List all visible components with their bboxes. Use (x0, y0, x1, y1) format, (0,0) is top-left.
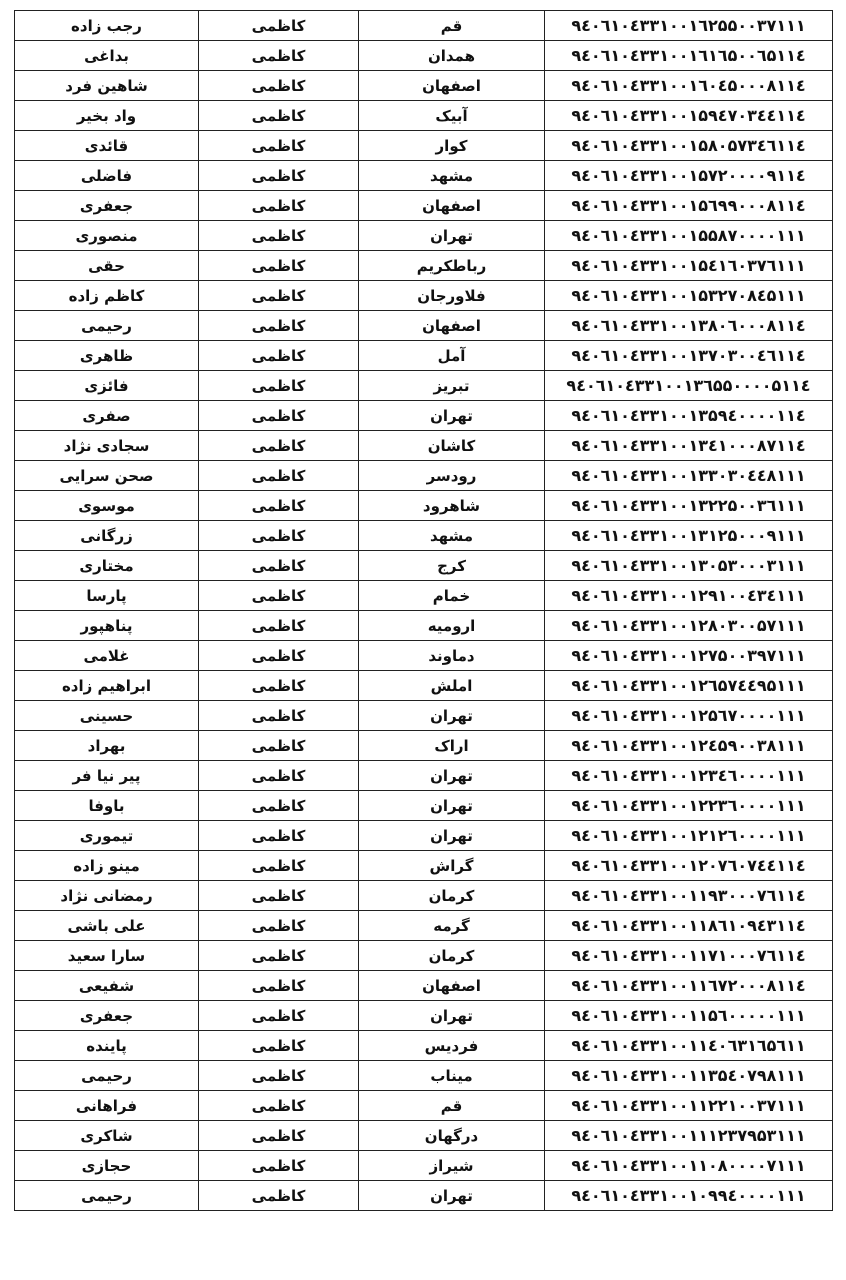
family-cell: کاظمی (199, 371, 359, 401)
table-row (15, 701, 833, 731)
city-cell: قم (359, 1091, 545, 1121)
name-cell: رحیمی (15, 1181, 199, 1211)
city-cell: مشهد (359, 161, 545, 191)
data-sheet (14, 10, 832, 1211)
family-cell: کاظمی (199, 1031, 359, 1061)
code-cell: ۹٤۰٦۱۰٤۳۳۱۰۰۱۲۱۲٦۰۰۰۰۱۱۱ (545, 821, 833, 851)
code-cell: ۹٤۰٦۱۰٤۳۳۱۰۰۱۵۳۲۷۰۸٤۵۱۱۱ (545, 281, 833, 311)
code-cell: ۹٤۰٦۱۰٤۳۳۱۰۰۱۱۸٦۱۰۹٤۳۱۱٤ (545, 911, 833, 941)
city-cell: تهران (359, 221, 545, 251)
code-cell: ۹٤۰٦۱۰٤۳۳۱۰۰۱۱۵٦۰۰۰۰۰۱۱۱ (545, 1001, 833, 1031)
family-cell: کاظمی (199, 101, 359, 131)
name-cell: پاینده (15, 1031, 199, 1061)
name-cell: رحیمی (15, 311, 199, 341)
city-cell: تهران (359, 1001, 545, 1031)
family-cell: کاظمی (199, 71, 359, 101)
name-cell: رمضانی نژاد (15, 881, 199, 911)
city-cell: آمل (359, 341, 545, 371)
name-cell: قائدی (15, 131, 199, 161)
family-cell: کاظمی (199, 251, 359, 281)
code-cell: ۹٤۰٦۱۰٤۳۳۱۰۰۱۳٦۵۵۰۰۰۰۵۱۱٤ (545, 371, 833, 401)
city-cell: ارومیه (359, 611, 545, 641)
table-row (15, 1091, 833, 1121)
code-cell: ۹٤۰٦۱۰٤۳۳۱۰۰۱۲۲۳٦۰۰۰۰۱۱۱ (545, 791, 833, 821)
code-cell: ۹٤۰٦۱۰٤۳۳۱۰۰۱۲۰۷٦۰۷٤٤۱۱٤ (545, 851, 833, 881)
records-table (14, 10, 833, 1211)
family-cell: کاظمی (199, 401, 359, 431)
name-cell: رحیمی (15, 1061, 199, 1091)
table-row (15, 221, 833, 251)
city-cell: مشهد (359, 521, 545, 551)
table-row (15, 1061, 833, 1091)
records-table-body (15, 11, 833, 1211)
table-row (15, 761, 833, 791)
name-cell: ابراهیم زاده (15, 671, 199, 701)
name-cell: صحن سرایی (15, 461, 199, 491)
name-cell: شفیعی (15, 971, 199, 1001)
family-cell: کاظمی (199, 671, 359, 701)
family-cell: کاظمی (199, 461, 359, 491)
code-cell: ۹٤۰٦۱۰٤۳۳۱۰۰۱۳۰۵۳۰۰۰۳۱۱۱ (545, 551, 833, 581)
table-row (15, 431, 833, 461)
code-cell: ۹٤۰٦۱۰٤۳۳۱۰۰۱۳۱۲۵۰۰۰۹۱۱۱ (545, 521, 833, 551)
code-cell: ۹٤۰٦۱۰٤۳۳۱۰۰۱۳۲۲۵۰۰۳٦۱۱۱ (545, 491, 833, 521)
table-row (15, 491, 833, 521)
family-cell: کاظمی (199, 191, 359, 221)
name-cell: فاضلی (15, 161, 199, 191)
family-cell: کاظمی (199, 701, 359, 731)
table-row (15, 281, 833, 311)
city-cell: اراک (359, 731, 545, 761)
city-cell: اصفهان (359, 191, 545, 221)
family-cell: کاظمی (199, 1091, 359, 1121)
name-cell: حسینی (15, 701, 199, 731)
name-cell: مینو زاده (15, 851, 199, 881)
city-cell: اصفهان (359, 311, 545, 341)
city-cell: اصفهان (359, 71, 545, 101)
table-row (15, 101, 833, 131)
city-cell: همدان (359, 41, 545, 71)
family-cell: کاظمی (199, 941, 359, 971)
table-row (15, 161, 833, 191)
table-row (15, 1181, 833, 1211)
code-cell: ۹٤۰٦۱۰٤۳۳۱۰۰۱۵۷۲۰۰۰۰۹۱۱٤ (545, 161, 833, 191)
city-cell: کاشان (359, 431, 545, 461)
code-cell: ۹٤۰٦۱۰٤۳۳۱۰۰۱۱٤۰٦۳۱٦۵٦۱۱ (545, 1031, 833, 1061)
table-row (15, 521, 833, 551)
code-cell: ۹٤۰٦۱۰٤۳۳۱۰۰۱۱٦۷۲۰۰۰۸۱۱٤ (545, 971, 833, 1001)
city-cell: کوار (359, 131, 545, 161)
city-cell: تبریز (359, 371, 545, 401)
name-cell: حقی (15, 251, 199, 281)
table-row (15, 821, 833, 851)
table-row (15, 791, 833, 821)
family-cell: کاظمی (199, 971, 359, 1001)
code-cell: ۹٤۰٦۱۰٤۳۳۱۰۰۱۳۸۰٦۰۰۰۸۱۱٤ (545, 311, 833, 341)
code-cell: ۹٤۰٦۱۰٤۳۳۱۰۰۱۱۲۲۱۰۰۳۷۱۱۱ (545, 1091, 833, 1121)
city-cell: شیراز (359, 1151, 545, 1181)
table-row (15, 311, 833, 341)
family-cell: کاظمی (199, 161, 359, 191)
name-cell: جعفری (15, 1001, 199, 1031)
table-row (15, 971, 833, 1001)
family-cell: کاظمی (199, 491, 359, 521)
code-cell: ۹٤۰٦۱۰٤۳۳۱۰۰۱٦۱٦۵۰۰٦۵۱۱٤ (545, 41, 833, 71)
table-row (15, 641, 833, 671)
table-row (15, 251, 833, 281)
code-cell: ۹٤۰٦۱۰٤۳۳۱۰۰۱۵۵۸۷۰۰۰۰۱۱۱ (545, 221, 833, 251)
table-row (15, 581, 833, 611)
code-cell: ۹٤۰٦۱۰٤۳۳۱۰۰۱۲۵٦۷۰۰۰۰۱۱۱ (545, 701, 833, 731)
name-cell: پارسا (15, 581, 199, 611)
city-cell: اصفهان (359, 971, 545, 1001)
table-row (15, 461, 833, 491)
family-cell: کاظمی (199, 821, 359, 851)
table-row (15, 341, 833, 371)
city-cell: درگهان (359, 1121, 545, 1151)
family-cell: کاظمی (199, 1151, 359, 1181)
city-cell: تهران (359, 821, 545, 851)
name-cell: غلامی (15, 641, 199, 671)
code-cell: ۹٤۰٦۱۰٤۳۳۱۰۰۱۱۹۳۰۰۰۷٦۱۱٤ (545, 881, 833, 911)
code-cell: ۹٤۰٦۱۰٤۳۳۱۰۰۱۲۳٤٦۰۰۰۰۱۱۱ (545, 761, 833, 791)
code-cell: ۹٤۰٦۱۰٤۳۳۱۰۰۱۲۸۰۳۰۰۵۷۱۱۱ (545, 611, 833, 641)
table-row (15, 71, 833, 101)
family-cell: کاظمی (199, 881, 359, 911)
name-cell: باوفا (15, 791, 199, 821)
name-cell: جعفری (15, 191, 199, 221)
name-cell: شاکری (15, 1121, 199, 1151)
family-cell: کاظمی (199, 1181, 359, 1211)
table-row (15, 131, 833, 161)
code-cell: ۹٤۰٦۱۰٤۳۳۱۰۰۱۲۹۱۰۰٤۳٤۱۱۱ (545, 581, 833, 611)
code-cell: ۹٤۰٦۱۰٤۳۳۱۰۰۱۲٤۵۹۰۰۳۸۱۱۱ (545, 731, 833, 761)
name-cell: صفری (15, 401, 199, 431)
city-cell: خمام (359, 581, 545, 611)
city-cell: دماوند (359, 641, 545, 671)
table-row (15, 851, 833, 881)
city-cell: گراش (359, 851, 545, 881)
family-cell: کاظمی (199, 761, 359, 791)
city-cell: تهران (359, 791, 545, 821)
name-cell: تیموری (15, 821, 199, 851)
name-cell: پیر نیا فر (15, 761, 199, 791)
city-cell: کرج (359, 551, 545, 581)
family-cell: کاظمی (199, 641, 359, 671)
table-row (15, 41, 833, 71)
family-cell: کاظمی (199, 791, 359, 821)
name-cell: واد بخیر (15, 101, 199, 131)
code-cell: ۹٤۰٦۱۰٤۳۳۱۰۰۱۳٤۱۰۰۰۸۷۱۱٤ (545, 431, 833, 461)
family-cell: کاظمی (199, 551, 359, 581)
name-cell: سارا سعید (15, 941, 199, 971)
code-cell: ۹٤۰٦۱۰٤۳۳۱۰۰۱۵٤۱٦۰۳۷٦۱۱۱ (545, 251, 833, 281)
table-row (15, 371, 833, 401)
name-cell: موسوی (15, 491, 199, 521)
city-cell: املش (359, 671, 545, 701)
city-cell: تهران (359, 761, 545, 791)
family-cell: کاظمی (199, 131, 359, 161)
code-cell: ۹٤۰٦۱۰٤۳۳۱۰۰۱۳۷۰۳۰۰٤٦۱۱٤ (545, 341, 833, 371)
code-cell: ۹٤۰٦۱۰٤۳۳۱۰۰۱۱۷۱۰۰۰۷٦۱۱٤ (545, 941, 833, 971)
city-cell: تهران (359, 1181, 545, 1211)
table-row (15, 941, 833, 971)
name-cell: سجادی نژاد (15, 431, 199, 461)
table-row (15, 1001, 833, 1031)
code-cell: ۹٤۰٦۱۰٤۳۳۱۰۰۱۲٦۵۷٤٤۹۵۱۱۱ (545, 671, 833, 701)
name-cell: زرگانی (15, 521, 199, 551)
city-cell: رباطکریم (359, 251, 545, 281)
family-cell: کاظمی (199, 611, 359, 641)
name-cell: بداغی (15, 41, 199, 71)
code-cell: ۹٤۰٦۱۰٤۳۳۱۰۰۱٦۲۵۵۰۰۳۷۱۱۱ (545, 11, 833, 41)
table-row (15, 731, 833, 761)
city-cell: فردیس (359, 1031, 545, 1061)
name-cell: حجازی (15, 1151, 199, 1181)
city-cell: آبیک (359, 101, 545, 131)
table-row (15, 911, 833, 941)
name-cell: رجب زاده (15, 11, 199, 41)
table-row (15, 551, 833, 581)
family-cell: کاظمی (199, 311, 359, 341)
city-cell: میناب (359, 1061, 545, 1091)
family-cell: کاظمی (199, 851, 359, 881)
name-cell: ظاهری (15, 341, 199, 371)
city-cell: رودسر (359, 461, 545, 491)
family-cell: کاظمی (199, 731, 359, 761)
name-cell: فائزی (15, 371, 199, 401)
city-cell: گرمه (359, 911, 545, 941)
table-row (15, 401, 833, 431)
table-row (15, 611, 833, 641)
table-row (15, 671, 833, 701)
city-cell: فلاورجان (359, 281, 545, 311)
table-row (15, 1151, 833, 1181)
name-cell: فراهانی (15, 1091, 199, 1121)
code-cell: ۹٤۰٦۱۰٤۳۳۱۰۰۱۱۱۲۳۷۹۵۳۱۱۱ (545, 1121, 833, 1151)
name-cell: منصوری (15, 221, 199, 251)
code-cell: ۹٤۰٦۱۰٤۳۳۱۰۰۱۰۹۹٤۰۰۰۰۱۱۱ (545, 1181, 833, 1211)
family-cell: کاظمی (199, 1001, 359, 1031)
code-cell: ۹٤۰٦۱۰٤۳۳۱۰۰۱۳۳۰۳۰٤٤۸۱۱۱ (545, 461, 833, 491)
family-cell: کاظمی (199, 1121, 359, 1151)
family-cell: کاظمی (199, 1061, 359, 1091)
city-cell: تهران (359, 401, 545, 431)
table-row (15, 191, 833, 221)
family-cell: کاظمی (199, 341, 359, 371)
code-cell: ۹٤۰٦۱۰٤۳۳۱۰۰۱۲۷۵۰۰۳۹۷۱۱۱ (545, 641, 833, 671)
code-cell: ۹٤۰٦۱۰٤۳۳۱۰۰۱٦۰٤۵۰۰۰۸۱۱٤ (545, 71, 833, 101)
table-row (15, 1121, 833, 1151)
name-cell: کاظم زاده (15, 281, 199, 311)
table-row (15, 1031, 833, 1061)
city-cell: کرمان (359, 941, 545, 971)
city-cell: تهران (359, 701, 545, 731)
name-cell: مختاری (15, 551, 199, 581)
city-cell: شاهرود (359, 491, 545, 521)
name-cell: بهراد (15, 731, 199, 761)
code-cell: ۹٤۰٦۱۰٤۳۳۱۰۰۱۳۵۹٤۰۰۰۰۱۱٤ (545, 401, 833, 431)
name-cell: پناهپور (15, 611, 199, 641)
code-cell: ۹٤۰٦۱۰٤۳۳۱۰۰۱۱۳۵٤۰۷۹۸۱۱۱ (545, 1061, 833, 1091)
name-cell: شاهین فرد (15, 71, 199, 101)
family-cell: کاظمی (199, 221, 359, 251)
family-cell: کاظمی (199, 11, 359, 41)
city-cell: قم (359, 11, 545, 41)
code-cell: ۹٤۰٦۱۰٤۳۳۱۰۰۱۵٦۹۹۰۰۰۸۱۱٤ (545, 191, 833, 221)
code-cell: ۹٤۰٦۱۰٤۳۳۱۰۰۱۵۸۰۵۷۳٤٦۱۱٤ (545, 131, 833, 161)
table-row (15, 11, 833, 41)
family-cell: کاظمی (199, 41, 359, 71)
family-cell: کاظمی (199, 581, 359, 611)
code-cell: ۹٤۰٦۱۰٤۳۳۱۰۰۱۱۰۸۰۰۰۰۷۱۱۱ (545, 1151, 833, 1181)
family-cell: کاظمی (199, 431, 359, 461)
family-cell: کاظمی (199, 521, 359, 551)
family-cell: کاظمی (199, 911, 359, 941)
code-cell: ۹٤۰٦۱۰٤۳۳۱۰۰۱۵۹٤۷۰۳٤٤۱۱٤ (545, 101, 833, 131)
table-row (15, 881, 833, 911)
city-cell: کرمان (359, 881, 545, 911)
name-cell: علی باشی (15, 911, 199, 941)
family-cell: کاظمی (199, 281, 359, 311)
